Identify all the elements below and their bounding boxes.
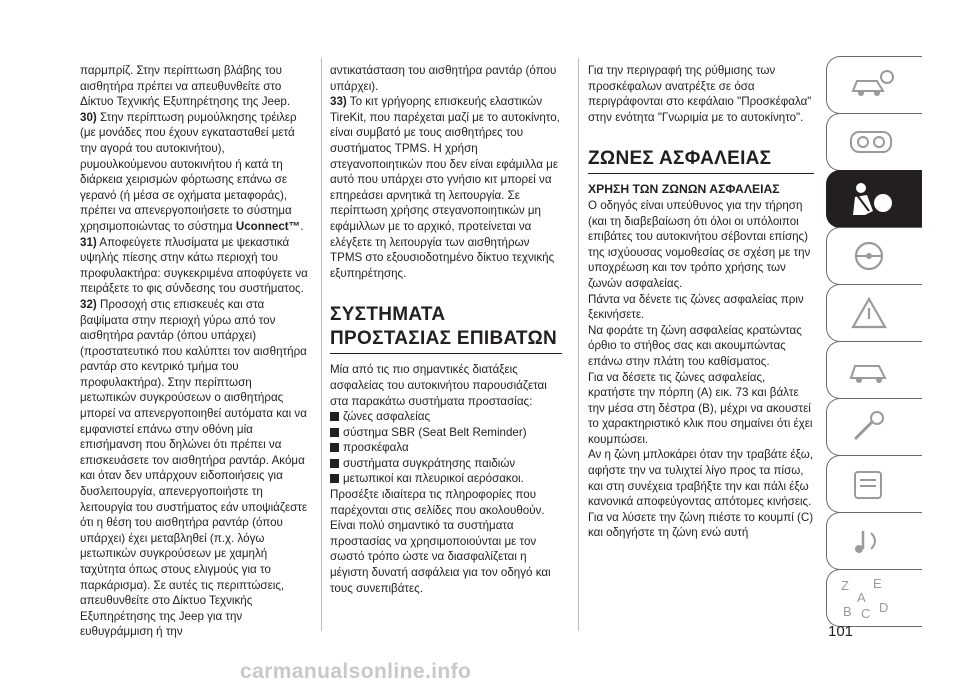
tab-car-info[interactable]	[826, 56, 922, 114]
bullet-list	[330, 409, 562, 487]
paragraph: Για να δέσετε τις ζώνες ασφαλείας, κρατήστε την πόρπη (A) εικ. 73 και βάλτε την μέσα στη δέστρα (B), μέχρι να ακουστεί το χαρακτηριστικό κλικ που σημαίνει ότι έχει κουμπώσει.	[588, 370, 813, 446]
chapter-tabs	[826, 56, 960, 631]
square-bullet-icon	[330, 412, 339, 421]
list-item	[330, 440, 562, 456]
square-bullet-icon	[330, 459, 339, 468]
note-32	[80, 297, 310, 640]
paragraph-outro: Προσέξτε ιδιαίτερα τις πληροφορίες που παρέχονται στις σελίδες που ακολουθούν. Είναι πολύ σημαντικό τα συστήματα προστασίας να χρησιμοποιούνται με τον σωστό τρόπο ώστε να διασφαλίζεται η μέγιστη δυνατή ασφάλεια για τον οδηγό και τους συνεπιβάτες.	[330, 488, 551, 595]
note-text: Αποφεύγετε πλυσίματα με ψεκαστικά υψηλής πίεσης στην κάτω περιοχή του προφυλακτήρα: συγκεκριμένα αποφύγετε να πειράξετε το φις σύνδεσης του συστήματος.	[80, 235, 308, 296]
technical-data-icon	[847, 466, 895, 502]
middle-column	[330, 63, 562, 596]
paragraph: Να φοράτε τη ζώνη ασφαλείας κρατώντας όρθιο το στήθος σας και ακουμπώντας επάνω στην πλάτη του καθίσματος.	[588, 323, 802, 368]
section-heading-wrap	[330, 303, 562, 354]
uconnect-label: Uconnect™	[235, 219, 301, 233]
section-heading: ΣΥΣΤΗΜΑΤΑ ΠΡΟΣΤΑΣΙΑΣ ΕΠΙΒΑΤΩΝ	[330, 304, 558, 350]
index-letter: Z	[841, 578, 849, 593]
wrench-service-icon	[847, 409, 895, 445]
tab-emergency[interactable]	[826, 341, 922, 399]
tab-technical-data[interactable]	[826, 455, 922, 513]
note-number: 31)	[80, 235, 97, 249]
list-item-text: ζώνες ασφαλείας	[343, 410, 431, 424]
index-letter: C	[861, 606, 871, 620]
column-divider	[578, 58, 579, 631]
left-column	[80, 63, 310, 640]
list-item-text: προσκέφαλα	[343, 441, 409, 455]
column-divider	[321, 58, 322, 631]
square-bullet-icon	[330, 474, 339, 483]
dashboard-gauge-icon	[847, 124, 895, 160]
note-30	[80, 110, 310, 235]
paragraph: Πάντα να δένετε τις ζώνες ασφαλείας πριν ξεκινήσετε.	[588, 292, 804, 322]
car-emergency-icon	[847, 352, 895, 388]
list-item	[330, 471, 562, 487]
paragraph-intro: παρμπρίζ. Στην περίπτωση βλάβης του αισθητήρα πρέπει να απευθυνθείτε στο Δίκτυο Τεχνικής Εξυπηρέτησης της Jeep.	[80, 64, 291, 109]
tab-multimedia[interactable]	[826, 512, 922, 570]
list-item-text: μετωπικοί και πλευρικοί αερόσακοι.	[343, 472, 524, 486]
tab-driving[interactable]	[826, 227, 922, 285]
paragraph-lead: Μία από τις πιο σημαντικές διατάξεις ασφαλείας του αυτοκινήτου παρουσιάζεται στα παρακάτω συστήματα προστασίας:	[330, 363, 547, 408]
list-item	[330, 456, 562, 472]
tab-safety[interactable]	[826, 170, 922, 228]
tab-warnings[interactable]	[826, 284, 922, 342]
subheading: ΧΡΗΣΗ ΤΩΝ ΖΩΝΩΝ ΑΣΦΑΛΕΙΑΣ	[588, 182, 780, 197]
note-31	[80, 235, 310, 297]
paragraph: Αν η ζώνη μπλοκάρει όταν την τραβάτε έξω, αφήστε την να τυλιχτεί λίγο προς τα πίσω, και στη συνέχεια τραβήξτε την και πάλι έξω κανονικά αποφεύγοντας απότομες κινήσεις.	[588, 448, 814, 509]
index-letter: A	[857, 590, 866, 605]
note-tail: .	[300, 219, 304, 233]
watermark: carmanualsonline.info	[240, 660, 472, 683]
section-heading-wrap	[588, 147, 814, 174]
multimedia-icon	[847, 523, 895, 559]
alphabetical-index-icon	[837, 576, 897, 620]
note-number: 32)	[80, 297, 97, 311]
paragraph: Για να λύσετε την ζώνη πιέστε το κουμπί (C) και οδηγήστε τη ζώνη ενώ αυτή	[588, 510, 814, 540]
right-column	[588, 63, 814, 541]
list-item	[330, 425, 562, 441]
note-number: 30)	[80, 110, 97, 124]
index-letter: D	[879, 600, 889, 615]
note-text: Το κιτ γρήγορης επισκευής ελαστικών TireKit, που παρέχεται μαζί με το αυτοκίνητο, είναι συμβατό με τους αισθητήρες του συστήματος TPMS. Η χρήση στεγανοποιητικών που δεν είναι εφάμιλλα με αυτό που υπάρχει στο γνήσιο κιτ μπορεί να επηρεάσει αρνητικά τη λειτουργία. Σε περίπτωση χρήσης στεγανοποιητικών μη εφάμιλλων με το αρχικό, προτείνεται να ελέγξετε τη λειτουργία των αισθητήρων TPMS στο εξουσιοδοτημένο δίκτυο τεχνικής εξυπηρέτησης.	[330, 95, 560, 280]
warning-triangle-icon	[847, 295, 895, 331]
index-letter: E	[873, 576, 882, 591]
paragraph: Ο οδηγός είναι υπεύθυνος για την τήρηση (και τη διαβεβαίωση ότι όλοι οι υπόλοιποι επιβάτες του αυτοκινήτου σέβονται επίσης) της ισχύουσας νομοθεσίας σε σχέση με την υποχρέωση και τον τρόπο χρήσης των ζωνών ασφαλείας.	[588, 198, 811, 290]
note-text: Προσοχή στις επισκευές και στα βαψίματα στην περιοχή γύρω από τον αισθητήρα ραντάρ (όπου υπάρχει) (προστατευτικό που καλύπτει τον αισθητήρα ραντάρ στο κεντρικό τμήμα του προφυλακτήρα). Στην περίπτωση μετωπικών συγκρούσεων ο αισθητήρας μπορεί να απενεργοποιηθεί αυτόματα και να εμφανιστεί επάνω στην οθόνη μία επισήμανση που δηλώνει ότι πρέπει να επισκευάσετε τον αισθητήρα ραντάρ. Ακόμα και όταν δεν υπάρχουν ειδοποιήσεις για δυσλειτουργία, απενεργοποιήστε τη λειτουργία του συστήματος εάν υποψιάζεστε ότι η θέση του αισθητήρα ραντάρ (όπου υπάρχει) έχει μεταβληθεί (π.χ. λόγω μετωπικών συγκρούσεων με χαμηλή ταχύτητα όπως στους ελιγμούς για το παρκάρισμα). Σε αυτές τις περιπτώσεις, απευθυνθείτε στο Δίκτυο Τεχνικής Εξυπηρέτησης της Jeep για την ευθυγράμμιση ή την	[80, 297, 308, 639]
note-33	[330, 94, 562, 281]
square-bullet-icon	[330, 443, 339, 452]
list-item-text: συστήματα συγκράτησης παιδιών	[343, 456, 516, 470]
square-bullet-icon	[330, 428, 339, 437]
index-letter: B	[843, 604, 852, 619]
tab-dashboard[interactable]	[826, 113, 922, 171]
tab-service[interactable]	[826, 398, 922, 456]
paragraph-intro: Για την περιγραφή της ρύθμισης των προσκέφαλων ανατρέξτε σε όσα περιγράφονται στο κεφάλαιο "Προσκέφαλα" στην ενότητα "Γνωριμία με το αυτοκίνητο".	[588, 64, 812, 124]
list-item-text: σύστημα SBR (Seat Belt Reminder)	[343, 425, 527, 439]
page-number: 101	[828, 623, 854, 640]
seatbelt-safety-icon	[847, 181, 895, 219]
note-text: Στην περίπτωση ρυμούλκησης τρέιλερ (με μονάδες που έχουν εγκατασταθεί μετά την αγορά του αυτοκινήτου), ρυμουλκούμενου αυτοκινήτου ή κατά τη διάρκεια χειρισμών φόρτωσης επάνω σε γερανό (ή μέσα σε οχήματα μεταφοράς), πρέπει να απενεργοποιήσετε το σύστημα χρησιμοποιώντας το σύστημα	[80, 110, 297, 233]
car-info-icon	[847, 67, 895, 103]
paragraph-intro: αντικατάσταση του αισθητήρα ραντάρ (όπου υπάρχει).	[330, 64, 557, 93]
steering-wheel-icon	[847, 238, 895, 274]
note-number: 33)	[330, 95, 347, 109]
section-heading: ΖΩΝΕΣ ΑΣΦΑΛΕΙΑΣ	[588, 148, 772, 170]
tab-index[interactable]	[826, 569, 922, 627]
list-item	[330, 409, 562, 425]
